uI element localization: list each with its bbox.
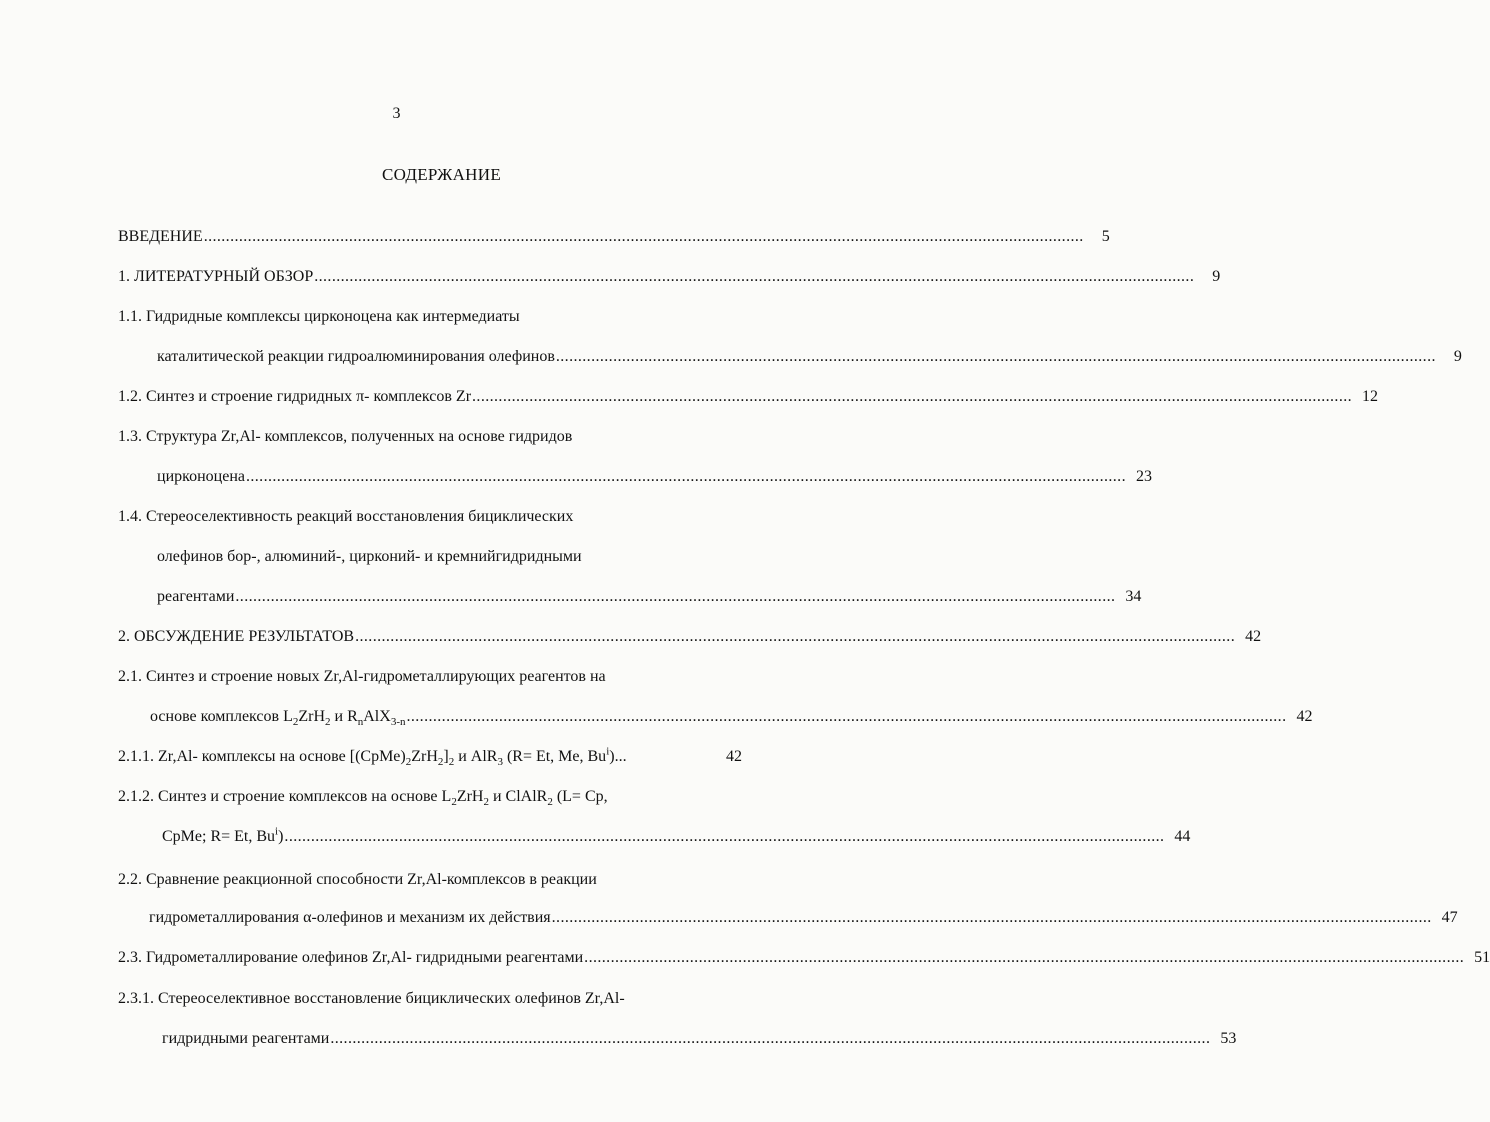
toc-entry-2-1-line1[interactable] xyxy=(118,666,606,688)
toc-leader: ........................................................................................................................................................................................................ xyxy=(235,588,1116,605)
toc-leader: ........................................................................................................................................................................................................ xyxy=(472,388,1353,405)
text-fragment: и ClAlR xyxy=(488,788,548,805)
subscript: 2 xyxy=(448,756,455,769)
text-fragment: и AlR xyxy=(454,748,498,765)
toc-entry-1-1-line1[interactable] xyxy=(118,306,520,328)
text-fragment: 2.1.2. Синтез и строение комплексов на основе L xyxy=(118,788,452,805)
toc-entry-text: 1. ЛИТЕРАТУРНЫЙ ОБЗОР xyxy=(118,268,314,285)
toc-entry-text: 1.3. Структура Zr,Al- комплексов, полученных на основе гидридов xyxy=(118,428,573,445)
toc-entry-text: 2.2. Сравнение реакционной способности Zr,Al-комплексов в реакции xyxy=(118,871,597,888)
toc-leader: ........................................................................................................................................................................................................ xyxy=(203,228,1084,245)
toc-entry-text: гидрометаллирования α-олефинов и механизм их действия xyxy=(149,909,551,926)
toc-entry-text: гидридными реагентами xyxy=(162,1030,330,1047)
subscript: 2 xyxy=(405,756,412,769)
toc-page-number: 42 xyxy=(1296,708,1313,725)
toc-entry-text: 2.1. Синтез и строение новых Zr,Al-гидрометаллирующих реагентов на xyxy=(118,668,606,685)
toc-leader: ........................................................................................................................................................................................................ xyxy=(245,468,1126,485)
subscript: 2 xyxy=(325,716,331,729)
toc-entry-text: 1.2. Синтез и строение гидридных π- комплексов Zr xyxy=(118,388,472,405)
toc-entry-2-3-1-line2[interactable] xyxy=(162,1028,1237,1050)
subscript: 3 xyxy=(497,756,503,769)
toc-entry-1[interactable] xyxy=(118,266,1221,288)
text-fragment: основе комплексов L xyxy=(150,708,293,725)
text-fragment: (L= Cp, xyxy=(552,788,608,805)
text-fragment: и R xyxy=(330,708,358,725)
toc-entry-text xyxy=(118,786,608,808)
toc-leader: ........................................................................................................................................................................................................ xyxy=(555,348,1436,365)
toc-leader: ........................................................................................................................................................................................................ xyxy=(355,628,1236,645)
toc-leader: ........................................................................................................................................................................................................ xyxy=(584,949,1465,966)
subscript: n xyxy=(357,716,364,729)
toc-page-number: 51 xyxy=(1474,949,1490,966)
toc-entry-1-4-line2[interactable] xyxy=(157,546,582,568)
toc-leader: ........................................................................................................................................................................................................ xyxy=(330,1030,1211,1047)
toc-leader: ........................................................................................................................................................................................................ xyxy=(406,708,1287,725)
toc-page-number: 47 xyxy=(1441,909,1458,926)
text-fragment: CpMe; R= Et, Bu xyxy=(162,828,276,845)
toc-page-number: 5 xyxy=(1101,228,1110,245)
toc-entry-text: каталитической реакции гидроалюминирования олефинов xyxy=(157,348,555,365)
toc-page-number: 44 xyxy=(1174,828,1191,845)
text-fragment: ] xyxy=(443,748,449,765)
toc-entry-2-3[interactable] xyxy=(118,947,1490,969)
toc-page-number: 42 xyxy=(1245,628,1262,645)
superscript: i xyxy=(606,745,610,758)
subscript: 2 xyxy=(483,796,489,809)
toc-entry-text: ВВЕДЕНИЕ xyxy=(118,228,203,245)
toc-entry-text: 2.3.1. Стереоселективное восстановление бициклических олефинов Zr,Al- xyxy=(118,990,625,1007)
toc-entry-1-4-line3[interactable] xyxy=(157,586,1142,608)
toc-entry-text xyxy=(118,746,627,768)
toc-entry-text xyxy=(150,706,405,728)
text-fragment: 2.1.1. Zr,Al- комплексы на основе [(CpMe) xyxy=(118,748,406,765)
subscript: 2 xyxy=(547,796,553,809)
toc-entry-2-3-1-line1[interactable] xyxy=(118,988,625,1010)
toc-entry-1-1-line2[interactable] xyxy=(157,346,1462,368)
text-fragment: ZrH xyxy=(298,708,326,725)
toc-entry-text: 2. ОБСУЖДЕНИЕ РЕЗУЛЬТАТОВ xyxy=(118,628,355,645)
toc-entry-2-2-line2[interactable] xyxy=(149,907,1458,929)
subscript: 2 xyxy=(437,756,444,769)
subscript: 2 xyxy=(451,796,457,809)
toc-entry-text: 2.3. Гидрометаллирование олефинов Zr,Al- гидридными реагентами xyxy=(118,949,584,966)
toc-page-number: 12 xyxy=(1362,388,1379,405)
text-fragment: ZrH xyxy=(456,788,484,805)
toc-entry-1-4-line1[interactable] xyxy=(118,506,573,528)
toc-entry-2-1-1[interactable] xyxy=(118,746,742,768)
text-fragment: )... xyxy=(609,748,627,765)
toc-entry-text: олефинов бор-, алюминий-, цирконий- и кремнийгидридными xyxy=(157,548,582,565)
page-title: СОДЕРЖАНИЕ xyxy=(381,165,502,184)
toc-entry-text: 1.4. Стереоселективность реакций восстановления бициклических xyxy=(118,508,574,525)
toc-leader: ........................................................................................................................................................................................................ xyxy=(314,268,1195,285)
toc-page-number: 34 xyxy=(1125,588,1142,605)
toc-entry-text: реагентами xyxy=(157,588,235,605)
toc-entry-2-1-line2[interactable] xyxy=(150,706,1313,729)
toc-entry-1-2[interactable] xyxy=(118,386,1379,408)
toc-page-number: 9 xyxy=(1212,268,1221,285)
toc-entry-intro[interactable] xyxy=(118,226,1110,248)
toc-leader: ........................................................................................................................................................................................................ xyxy=(284,828,1165,845)
toc-page-number: 42 xyxy=(726,748,742,765)
subscript: 2 xyxy=(292,716,299,729)
text-fragment: (R= Et, Me, Bu xyxy=(502,748,607,765)
page-number: 3 xyxy=(392,105,401,122)
toc-entry-text: 1.1. Гидридные комплексы цирконоцена как интермедиаты xyxy=(118,308,520,325)
toc-entry-2-1-2-line2[interactable] xyxy=(162,825,1191,848)
subscript: 3-n xyxy=(390,716,406,729)
toc-leader: ........................................................................................................................................................................................................ xyxy=(551,909,1432,926)
text-fragment: ZrH xyxy=(411,748,438,765)
toc-entry-1-3-line2[interactable] xyxy=(157,466,1152,488)
toc-entry-text: цирконоцена xyxy=(157,468,245,485)
toc-entry-1-3-line1[interactable] xyxy=(118,426,572,448)
toc-entry-2-2-line1[interactable] xyxy=(118,869,597,891)
toc-page-number: 23 xyxy=(1135,468,1152,485)
toc-entry-2-1-2-line1[interactable] xyxy=(118,786,608,808)
toc-page-number: 9 xyxy=(1453,348,1462,365)
toc-entry-2[interactable] xyxy=(118,626,1262,648)
text-fragment: AlX xyxy=(363,708,391,725)
toc-entry-text xyxy=(162,826,283,848)
toc-page-number: 53 xyxy=(1220,1030,1237,1047)
text-fragment: ) xyxy=(278,828,284,845)
superscript: i xyxy=(275,825,279,838)
